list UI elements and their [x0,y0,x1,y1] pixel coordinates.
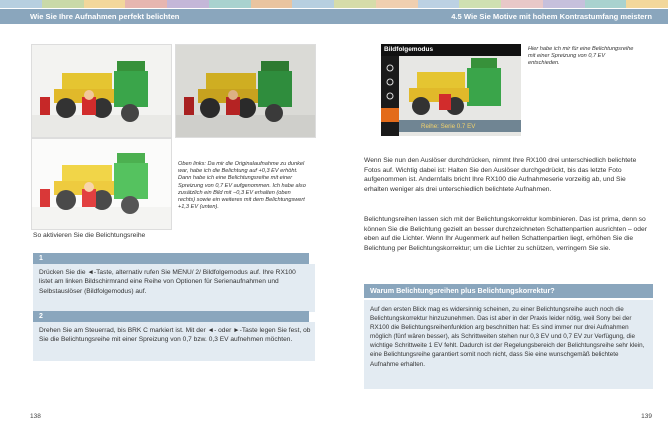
infobox-title: Warum Belichtungsreihen plus Belichtungskorrektur? [364,284,653,298]
step-2-number: 2 [33,311,309,322]
infobox-text: Auf den ersten Blick mag es widersinnig scheinen, zu einer Belichtungsreihe auch noch die Belichtungskorrektur hinzuzunehmen. Das ist aber in der Praxis leider nötig, weil Sony bei der RX100 die Belichtungsreihenfunktion arg beschnitten hat: Es sind immer nur drei Aufnahmen möglich (fünf wären besser), als Schrittweiten stehen nur 0,3 EV und 0,7 EV zur Verfügung, die wichtige Schrittweite 1 EV fehlt. Dadurch ist der Regelungsbereich der Belichtungsreihe sehr klein, eine Belichtungsreihe garantiert somit noch nicht, dass Sie eine wunschgemäß belichtete Aufnahme erhalten. [364,300,653,389]
color-stripe [334,0,668,8]
screen-caption: Hier habe ich mir für eine Belichtungsreihe mit einer Spreizung von 0,7 EV entschieden. [528,46,634,67]
color-stripe [0,0,334,8]
camera-menu-screen [381,44,521,136]
camera-menu-title: Bildfolgemodus [384,46,434,53]
photo-minus03 [175,44,316,138]
paragraph-1: Wenn Sie nun den Auslöser durchdrücken, nimmt Ihre RX100 drei unterschiedlich belichtete Fotos auf. Wichtig dabei ist: Halten Sie den Auslöser durchgedrückt, bis das letzte Foto aufgenommen ist. Andernfalls bricht Ihre RX100 die Aufnahmeserie vorzeitig ab, und Sie erhalten weniger als drei unterschiedlich belichtete Aufnahmen. [364,157,637,193]
page-number-left: 138 [30,413,41,420]
photo-caption: Oben links: Da mir die Originalaufnahme zu dunkel war, habe ich die Belichtung auf +0,3 EV erhöht. Dann habe ich eine Belichtungsreihe mit einer Spreizung von 0,7 EV aufgenommen. Ich habe also zusätzlich ein Bild mit −0,3 EV erhalten (oben rechts) sowie ein weiteres mit dem Belichtungswert +1,3 EV (unten). [178,161,306,211]
paragraph-2: Belichtungsreihen lassen sich mit der Belichtungskorrektur kombinieren. Das ist prima, denn so können Sie die Belichtung gezielt an besser durchzeichneten Schattenpartien ausrichten – oder eben auf die Lichter. Wenn Ihr Augenmerk auf hellen Schattenpartien liegt, erhöhen Sie die Belichtung per Belichtungskorrektur; um die Lichter zu schützen, verringern Sie sie. [364,216,647,252]
running-header-right: 4.5 Wie Sie Motive mit hohem Kontrastumfang meistern [334,9,668,24]
right-page [334,0,668,440]
step-1-text: Drücken Sie die ◄-Taste, alternativ rufen Sie MENU/ 2/ Bildfolgemodus auf. Ihre RX100 listet am linken Bildschirmrand eine Reihe von Optionen für Serienaufnahmen und Selbstauslöser (Bildfolgemodus) auf. [33,264,315,312]
photo-original-plus03 [31,44,172,138]
running-header-left: Wie Sie Ihre Aufnahmen perfekt belichten [0,9,334,24]
camera-status-line: Reihe: Serie 0.7 EV [421,123,476,130]
step-1-number: 1 [33,253,309,264]
photo-plus13 [31,138,172,230]
page-number-right: 139 [641,413,652,420]
step-2-text: Drehen Sie am Steuerrad, bis BRK C markiert ist. Mit der ◄- oder ►-Taste legen Sie fest, ob Sie die Belichtungsreihe mit einer Spreizung von 0,7 bzw. 0,3 EV aufnehmen möchten. [33,322,315,361]
steps-intro: So aktivieren Sie die Belichtungsreihe [33,232,146,239]
